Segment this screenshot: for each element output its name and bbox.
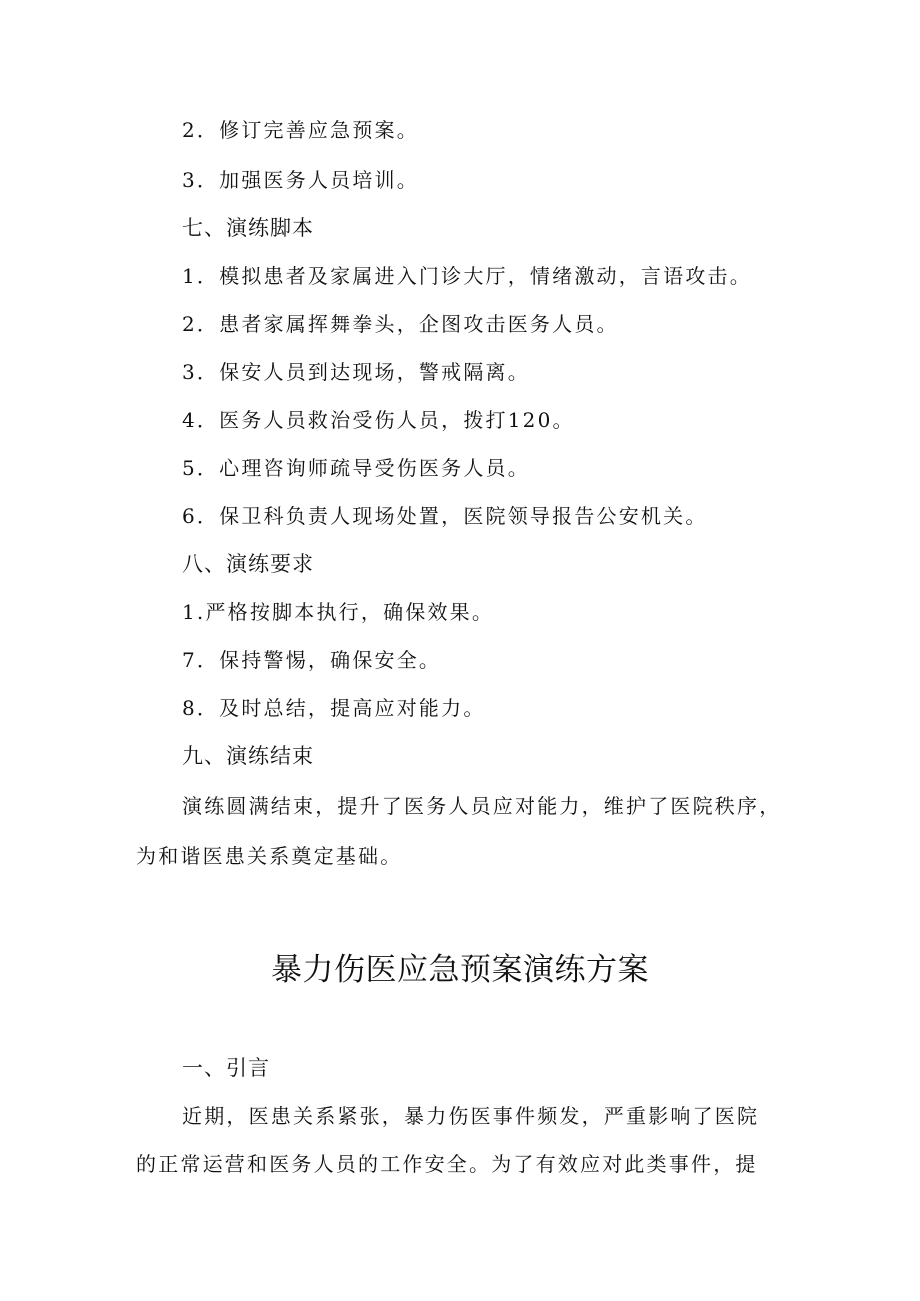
list-item: 8．及时总结，提高应对能力。: [182, 696, 486, 720]
section-heading: 八、演练要求: [182, 552, 314, 576]
list-item: 2．患者家属挥舞拳头，企图攻击医务人员。: [182, 312, 619, 336]
paragraph-line: 为和谐医患关系奠定基础。: [136, 844, 403, 868]
list-item: 3．加强医务人员培训。: [182, 168, 419, 192]
list-item: 1．模拟患者及家属进入门诊大厅，情绪激动，言语攻击。: [182, 264, 752, 288]
section-heading: 一、引言: [182, 1056, 270, 1080]
section-heading: 九、演练结束: [182, 744, 314, 768]
paragraph-line: 的正常运营和医务人员的工作安全。为了有效应对此类事件，提: [136, 1152, 758, 1176]
section-heading: 七、演练脚本: [182, 216, 314, 240]
list-item: 1.严格按脚本执行，确保效果。: [182, 600, 495, 624]
document-title: 暴力伤医应急预案演练方案: [271, 952, 649, 988]
list-item: 4．医务人员救治受伤人员，拨打120。: [182, 408, 575, 432]
paragraph-line: 近期，医患关系紧张，暴力伤医事件频发，严重影响了医院: [182, 1104, 760, 1128]
paragraph-line: 演练圆满结束，提升了医务人员应对能力，维护了医院秩序，: [182, 794, 782, 818]
list-item: 3．保安人员到达现场，警戒隔离。: [182, 360, 530, 384]
list-item: 6．保卫科负责人现场处置，医院领导报告公安机关。: [182, 504, 708, 528]
list-item: 2．修订完善应急预案。: [182, 118, 419, 142]
list-item: 5．心理咨询师疏导受伤医务人员。: [182, 456, 530, 480]
list-item: 7．保持警惕，确保安全。: [182, 648, 442, 672]
